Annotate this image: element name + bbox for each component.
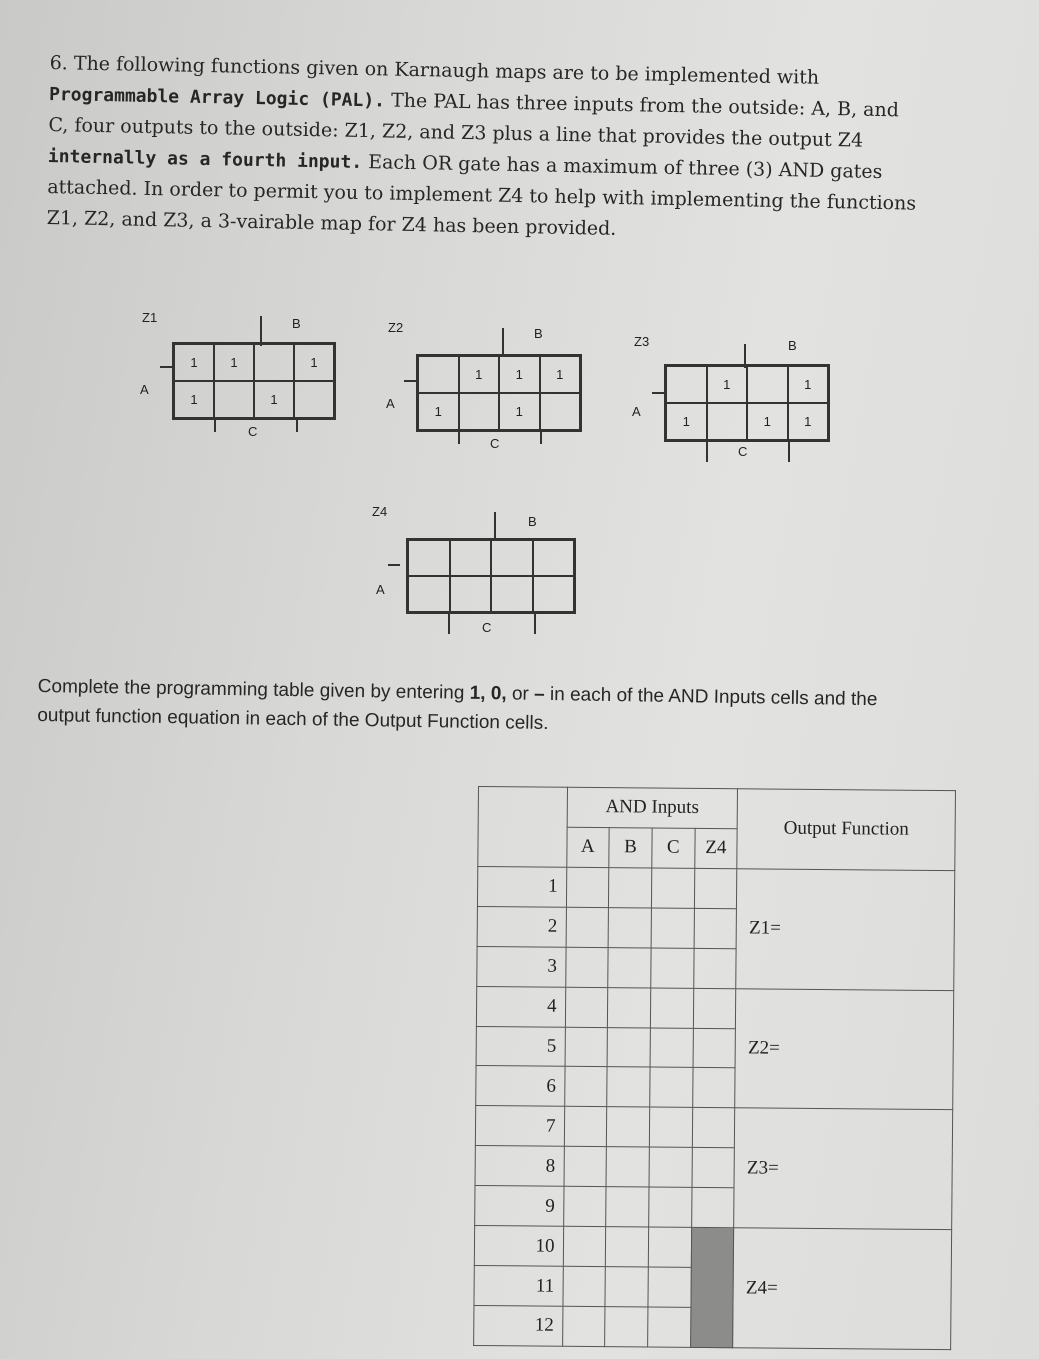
output-function-header: Output Function <box>737 789 955 871</box>
and-input-cell[interactable] <box>565 947 608 987</box>
kmap-cell: 1 <box>499 356 540 393</box>
and-input-cell[interactable] <box>564 1107 607 1147</box>
kmap-cell: 1 <box>707 366 748 403</box>
problem-text-3: Each OR gate has a maximum of three (3) AND gates attached. In order to permit you to implement Z4 to help with implementing the functions Z1, Z2, and Z3, a 3-vairable map for Z4 has been provided. <box>46 151 917 240</box>
and-input-cell[interactable] <box>649 1147 692 1187</box>
row-number: 3 <box>477 946 566 987</box>
and-input-cell[interactable] <box>607 1107 650 1147</box>
and-input-cell[interactable] <box>564 1067 607 1107</box>
kmap-cell <box>294 381 334 418</box>
kmap-cell <box>450 540 492 576</box>
and-input-cell[interactable] <box>562 1266 605 1306</box>
kmap-cell <box>491 540 533 576</box>
kmap-label-b: B <box>788 338 797 353</box>
kmap-tick-a <box>652 392 664 394</box>
z4-shaded-cell <box>690 1228 734 1348</box>
kmap-tick-c <box>706 440 708 462</box>
kmap-z1 <box>120 306 350 446</box>
kmap-label-c: C <box>482 620 492 635</box>
row-number-header <box>478 787 567 868</box>
and-input-cell[interactable] <box>565 1027 608 1067</box>
kmap-label-b: B <box>528 514 537 529</box>
output-function-z3[interactable]: Z3= <box>734 1108 953 1230</box>
and-inputs-header: AND Inputs <box>567 787 738 828</box>
kmap-label-c: C <box>490 436 500 451</box>
kmap-label-a: A <box>386 396 395 411</box>
and-input-cell[interactable] <box>648 1307 691 1347</box>
and-input-cell[interactable] <box>693 988 736 1028</box>
kmap-grid <box>664 364 830 442</box>
and-input-cell[interactable] <box>608 907 651 947</box>
and-input-cell[interactable] <box>608 947 651 987</box>
and-input-cell[interactable] <box>693 948 736 988</box>
and-input-cell[interactable] <box>607 1027 650 1067</box>
and-input-cell[interactable] <box>608 987 651 1027</box>
kmap-label-a: A <box>632 404 641 419</box>
kmap-z4 <box>366 500 596 650</box>
kmap-cell <box>747 366 788 403</box>
kmap-grid <box>172 342 336 420</box>
column-header-b: B <box>609 828 652 868</box>
and-input-cell[interactable] <box>606 1187 649 1227</box>
and-input-cell[interactable] <box>692 1068 735 1108</box>
row-number: 5 <box>476 1026 565 1067</box>
kmap-cell <box>707 403 748 440</box>
kmap-cell <box>408 540 450 576</box>
and-input-cell[interactable] <box>692 1108 735 1148</box>
output-function-z2[interactable]: Z2= <box>735 988 954 1110</box>
and-input-cell[interactable] <box>565 987 608 1027</box>
kmap-cell <box>214 381 254 418</box>
and-input-cell[interactable] <box>648 1267 691 1307</box>
and-input-cell[interactable] <box>609 867 652 907</box>
kmap-title: Z3 <box>634 334 650 349</box>
and-input-cell[interactable] <box>650 988 693 1028</box>
programming-table <box>473 786 956 1350</box>
kmap-z3 <box>610 330 840 470</box>
and-input-cell[interactable] <box>566 907 609 947</box>
row-number: 1 <box>477 866 566 907</box>
row-number: 8 <box>475 1146 564 1187</box>
kmap-label-c: C <box>738 444 748 459</box>
problem-bold-1: Programmable Array Logic (PAL). <box>48 83 386 112</box>
kmap-tick-a <box>404 380 416 382</box>
kmap-tick-c <box>214 418 216 432</box>
row-number: 11 <box>474 1266 563 1307</box>
row-number: 6 <box>476 1066 565 1107</box>
and-input-cell[interactable] <box>562 1306 605 1346</box>
kmap-cell <box>533 576 575 612</box>
kmap-cell: 1 <box>214 344 254 381</box>
kmap-label-a: A <box>376 582 385 597</box>
kmap-cell <box>666 366 707 403</box>
kmap-cell: 1 <box>499 393 540 430</box>
kmap-cell: 1 <box>418 393 459 430</box>
kmap-cell: 1 <box>540 356 581 393</box>
column-header-a: A <box>566 827 609 867</box>
instructions-bold-2: – <box>533 683 545 705</box>
header-row <box>478 787 955 831</box>
kmap-tick-b <box>502 328 504 356</box>
and-input-cell[interactable] <box>563 1226 606 1266</box>
kmap-cell <box>540 393 581 430</box>
kmap-tick-c <box>296 418 298 432</box>
kmap-cell <box>459 393 500 430</box>
and-input-cell[interactable] <box>605 1267 648 1307</box>
kmap-cell: 1 <box>788 366 829 403</box>
kmap-cell <box>491 576 533 612</box>
kmap-cell: 1 <box>747 403 788 440</box>
problem-text-1: The following functions given on Karnaugh maps are to be implemented with <box>73 52 820 89</box>
kmap-cell: 1 <box>666 403 707 440</box>
and-input-cell[interactable] <box>692 1148 735 1188</box>
and-input-cell[interactable] <box>694 868 737 908</box>
row-number: 2 <box>477 906 566 947</box>
row-number: 12 <box>474 1305 563 1346</box>
kmap-label-b: B <box>534 326 543 341</box>
and-input-cell[interactable] <box>649 1107 692 1147</box>
and-input-cell[interactable] <box>564 1147 607 1187</box>
and-input-cell[interactable] <box>650 1028 693 1068</box>
column-header-c: C <box>652 828 695 868</box>
and-input-cell[interactable] <box>649 1187 692 1227</box>
instructions-bold-1: 1, 0, <box>469 682 507 705</box>
and-input-cell[interactable] <box>651 868 694 908</box>
kmap-cell: 1 <box>254 381 294 418</box>
and-input-cell[interactable] <box>606 1147 649 1187</box>
kmap-tick-c <box>540 430 542 444</box>
kmap-tick-c <box>458 430 460 444</box>
problem-number: 6. <box>49 51 69 75</box>
and-input-cell[interactable] <box>651 948 694 988</box>
and-input-cell[interactable] <box>650 1067 693 1107</box>
and-input-cell[interactable] <box>691 1188 734 1228</box>
row-number: 7 <box>475 1106 564 1147</box>
kmap-cell: 1 <box>294 344 334 381</box>
instructions-text-3: in each of the AND Inputs cells and the output function equation in each of the Output Function cells. <box>37 684 878 735</box>
instructions-text-2: or <box>511 683 530 705</box>
kmap-tick-a <box>160 366 172 368</box>
and-input-cell[interactable] <box>651 908 694 948</box>
kmap-label-a: A <box>140 382 149 397</box>
kmap-cell <box>254 344 294 381</box>
kmap-cell: 1 <box>174 344 214 381</box>
kmap-title: Z1 <box>142 310 158 325</box>
and-input-cell[interactable] <box>607 1067 650 1107</box>
row-number: 4 <box>476 986 565 1027</box>
kmap-cell <box>533 540 575 576</box>
column-header-z4: Z4 <box>694 828 737 868</box>
kmap-cell <box>408 576 450 612</box>
and-input-cell[interactable] <box>563 1186 606 1226</box>
output-function-z1[interactable]: Z1= <box>736 869 955 991</box>
problem-text-2: The PAL has three inputs from the outside: A, B, and C, four outputs to the outside: Z1, Z2, and Z3 plus a line that provides the output Z4 <box>48 89 900 152</box>
and-input-cell[interactable] <box>693 1028 736 1068</box>
instructions <box>37 672 918 744</box>
kmap-tick-b <box>494 512 496 540</box>
kmap-tick-a <box>388 564 400 566</box>
kmap-label-c: C <box>248 424 258 439</box>
kmap-cell: 1 <box>174 381 214 418</box>
problem-statement <box>46 48 924 251</box>
kmap-title: Z4 <box>372 504 388 519</box>
kmap-cell <box>450 576 492 612</box>
row-number: 10 <box>474 1226 563 1267</box>
and-input-cell[interactable] <box>694 908 737 948</box>
kmap-label-b: B <box>292 316 301 331</box>
kmap-tick-c <box>534 612 536 634</box>
kmap-grid <box>416 354 582 432</box>
row-number: 9 <box>475 1186 564 1227</box>
output-function-z4[interactable]: Z4= <box>733 1228 952 1350</box>
and-input-cell[interactable] <box>606 1227 649 1267</box>
table-row <box>477 866 954 910</box>
kmap-cell: 1 <box>788 403 829 440</box>
instructions-text-1: Complete the programming table given by entering <box>37 675 465 704</box>
problem-bold-2: internally as a fourth input. <box>47 145 363 174</box>
kmap-cell <box>418 356 459 393</box>
kmap-cell: 1 <box>459 356 500 393</box>
and-input-cell[interactable] <box>566 867 609 907</box>
table-row <box>476 986 953 1030</box>
and-input-cell[interactable] <box>605 1307 648 1347</box>
kmap-tick-c <box>448 612 450 634</box>
kmap-grid <box>406 538 576 614</box>
table-row <box>475 1106 952 1150</box>
kmap-z2 <box>366 316 596 456</box>
and-input-cell[interactable] <box>648 1227 691 1267</box>
kmap-tick-c <box>788 440 790 462</box>
kmap-title: Z2 <box>388 320 404 335</box>
table-row <box>474 1226 951 1270</box>
